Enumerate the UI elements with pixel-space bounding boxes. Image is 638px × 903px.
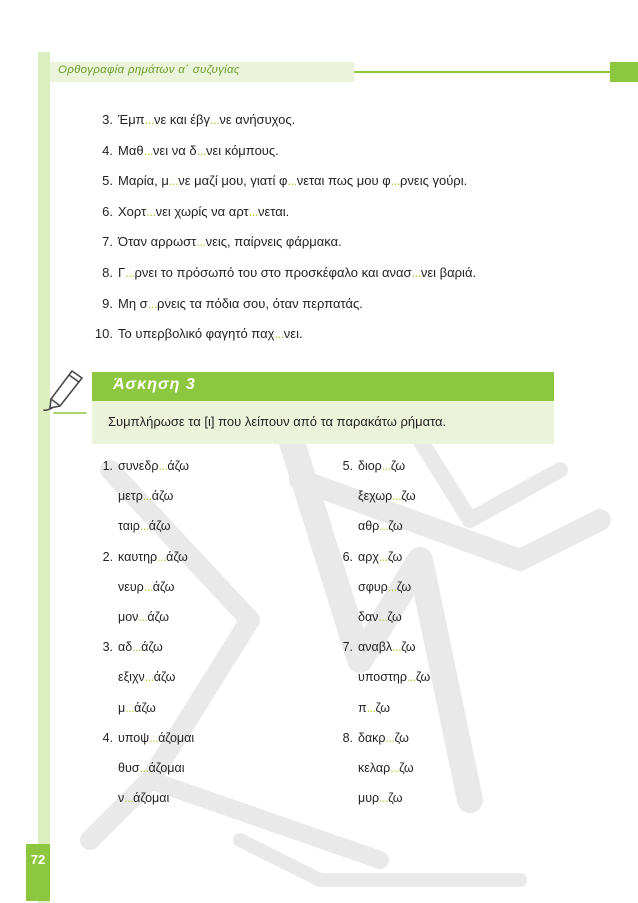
fill-in-blank: ...: [390, 173, 401, 189]
fill-in-blank: ...: [379, 791, 389, 806]
verb-row: [330, 519, 430, 549]
fill-in-blank: ...: [157, 549, 167, 564]
item-text: [118, 204, 289, 219]
text-fragment: δακρ: [358, 730, 386, 745]
text-fragment: νε ανήσυχος.: [219, 112, 296, 127]
sentence-row: [90, 326, 476, 357]
text-fragment: ζω: [415, 670, 431, 685]
item-number: [330, 791, 358, 821]
text-fragment: ζω: [388, 791, 403, 806]
item-text: [118, 580, 174, 610]
sentence-row: [90, 234, 476, 265]
item-number: 5.: [342, 459, 353, 473]
item-number: 6.: [342, 549, 353, 564]
sentence-row: [90, 112, 476, 143]
verb-row: [90, 791, 194, 821]
text-fragment: νεις, παίρνεις φάρμακα.: [205, 234, 342, 250]
sentence-row: [90, 265, 476, 296]
fill-in-blank: ...: [158, 459, 168, 473]
item-text: [118, 791, 169, 821]
text-fragment: αρχ: [358, 549, 379, 564]
item-text: [118, 296, 363, 311]
item-number: 8.: [342, 730, 353, 745]
text-fragment: ταιρ: [118, 519, 140, 534]
text-fragment: δαν: [358, 609, 379, 624]
text-fragment: άζω: [134, 700, 156, 715]
item-number: 5.: [102, 173, 113, 189]
text-fragment: ζω: [387, 549, 403, 564]
exercise3-instruction: Συμπλήρωσε τα [ι] που λείπουν από τα παρακάτω ρήματα.: [108, 414, 447, 429]
verb-row: [90, 701, 194, 731]
text-fragment: άζω: [166, 549, 188, 564]
text-fragment: άζω: [141, 640, 163, 655]
item-number: [90, 519, 118, 549]
fill-in-blank: ...: [168, 173, 179, 189]
text-fragment: αναβλ: [358, 640, 393, 655]
item-text: [358, 610, 402, 640]
verb-row: [330, 761, 430, 791]
text-fragment: άζω: [147, 609, 169, 624]
text-fragment: κελαρ: [358, 760, 391, 775]
text-fragment: ρνεις τα πόδια σου, όταν περπατάς.: [157, 295, 363, 311]
item-text: [118, 265, 476, 280]
text-fragment: Γ: [118, 264, 126, 280]
fill-in-blank: ...: [132, 640, 142, 655]
fill-in-blank: ...: [142, 489, 152, 504]
item-number: [90, 610, 118, 640]
item-text: [118, 550, 188, 580]
item-number: [330, 580, 358, 610]
text-fragment: νει να δ: [152, 142, 197, 158]
item-text: [358, 580, 411, 610]
item-text: [118, 761, 185, 791]
item-text: [358, 550, 402, 580]
item-number: 3.: [102, 640, 113, 655]
text-fragment: μυρ: [358, 791, 380, 806]
text-fragment: ζω: [394, 730, 409, 745]
fill-in-blank: ...: [248, 203, 259, 219]
verb-row: [90, 761, 194, 791]
item-number: 10.: [94, 326, 113, 342]
item-text: [358, 670, 430, 700]
item-text: [118, 640, 163, 670]
text-fragment: νει χωρίς να αρτ: [155, 203, 249, 219]
fill-in-blank: ...: [139, 760, 149, 775]
fill-in-blank: ...: [381, 459, 391, 473]
fill-in-blank: ...: [378, 609, 388, 624]
verb-row: [330, 670, 430, 700]
text-fragment: ζω: [399, 760, 414, 775]
text-fragment: ζω: [388, 519, 403, 534]
text-fragment: Μαθ: [118, 142, 144, 158]
item-text: [358, 791, 403, 821]
text-fragment: νεται.: [258, 203, 290, 219]
text-fragment: ζω: [375, 700, 390, 715]
text-fragment: θυσ: [118, 760, 140, 775]
text-fragment: νει.: [283, 326, 303, 342]
fill-in-blank: ...: [390, 760, 400, 775]
text-fragment: ζω: [387, 609, 402, 624]
item-number: 7.: [342, 640, 353, 655]
item-text: [358, 701, 390, 731]
text-fragment: Έμπ: [118, 112, 145, 127]
item-number: [330, 610, 358, 640]
exercise3-right-column: [330, 459, 430, 821]
text-fragment: άζομαι: [158, 730, 195, 745]
verb-row: [330, 550, 430, 580]
text-fragment: σφυρ: [358, 579, 388, 594]
verb-row: [330, 489, 430, 519]
exercise2-sentence-list: [90, 112, 476, 357]
text-fragment: αθρ: [358, 519, 380, 534]
header-corner-block: [610, 62, 638, 82]
item-text: [118, 326, 303, 341]
verb-row: [90, 489, 194, 519]
fill-in-blank: ...: [144, 670, 154, 685]
item-number: 4.: [102, 142, 113, 158]
text-fragment: άζω: [151, 489, 174, 504]
fill-in-blank: ...: [411, 264, 421, 280]
item-text: [118, 489, 173, 519]
item-text: [118, 731, 194, 761]
exercise3-left-column: [90, 459, 194, 821]
text-fragment: ν: [118, 791, 125, 806]
text-fragment: νει κόμπους.: [205, 142, 279, 158]
item-number: 1.: [102, 459, 113, 473]
left-margin-rail: [38, 52, 50, 903]
item-number: 2.: [102, 549, 113, 564]
fill-in-blank: ...: [196, 234, 206, 250]
item-text: [118, 459, 189, 489]
running-header-title: Ορθογραφία ρημάτων α΄ συζυγίας: [58, 64, 240, 76]
item-number: [90, 489, 118, 519]
page-number: 72: [26, 844, 50, 901]
fill-in-blank: ...: [387, 579, 397, 594]
text-fragment: ζω: [390, 459, 406, 473]
item-text: [118, 234, 342, 249]
text-fragment: ρνεις γούρι.: [400, 173, 468, 189]
text-fragment: ζω: [401, 640, 416, 655]
item-text: [358, 489, 416, 519]
text-fragment: π: [358, 700, 367, 715]
text-fragment: άζομαι: [148, 760, 185, 775]
text-fragment: αδ: [118, 640, 133, 655]
text-fragment: Μαρία, μ: [118, 173, 169, 189]
item-text: [358, 731, 409, 761]
verb-row: [90, 610, 194, 640]
fill-in-blank: ...: [146, 203, 156, 219]
fill-in-blank: ...: [366, 700, 376, 715]
sentence-row: [90, 296, 476, 327]
verb-row: [330, 610, 430, 640]
text-fragment: ξεχωρ: [358, 489, 393, 504]
item-number: 3.: [102, 112, 113, 127]
text-fragment: Χορτ: [118, 203, 147, 219]
exercise3-title: Άσκηση 3: [113, 376, 196, 393]
text-fragment: άζω: [167, 459, 190, 473]
text-fragment: νευρ: [118, 579, 144, 594]
verb-row: [90, 580, 194, 610]
sentence-row: [90, 143, 476, 174]
text-fragment: μ: [118, 700, 126, 715]
item-text: [358, 761, 414, 791]
fill-in-blank: ...: [138, 609, 148, 624]
item-number: 9.: [102, 295, 113, 311]
fill-in-blank: ...: [139, 519, 149, 534]
text-fragment: άζω: [153, 670, 176, 685]
fill-in-blank: ...: [274, 326, 284, 342]
verb-row: [90, 550, 194, 580]
item-text: [358, 519, 403, 549]
text-fragment: άζομαι: [133, 791, 170, 806]
sentence-row: [90, 204, 476, 235]
item-number: 6.: [102, 203, 113, 219]
item-text: [118, 670, 175, 700]
fill-in-blank: ...: [124, 791, 134, 806]
text-fragment: Όταν αρρωστ: [118, 234, 197, 250]
item-text: [118, 610, 169, 640]
pencil-icon: [42, 368, 90, 418]
text-fragment: ζω: [401, 489, 416, 504]
verb-row: [90, 519, 194, 549]
fill-in-blank: ...: [287, 173, 297, 189]
fill-in-blank: ...: [143, 142, 153, 158]
item-number: [90, 580, 118, 610]
verb-row: [330, 731, 430, 761]
text-fragment: Μη σ: [118, 295, 148, 311]
item-number: 4.: [102, 730, 113, 745]
fill-in-blank: ...: [406, 670, 416, 685]
fill-in-blank: ...: [385, 730, 395, 745]
fill-in-blank: ...: [143, 579, 153, 594]
text-fragment: νε και έβγ: [154, 112, 211, 127]
text-fragment: ζω: [396, 579, 412, 594]
fill-in-blank: ...: [379, 519, 389, 534]
fill-in-blank: ...: [144, 112, 154, 127]
item-number: [90, 670, 118, 700]
item-number: [330, 701, 358, 731]
text-fragment: υποστηρ: [358, 670, 407, 685]
fill-in-blank: ...: [196, 142, 206, 158]
text-fragment: νει βαριά.: [420, 264, 477, 280]
item-number: 8.: [102, 264, 113, 280]
text-fragment: άζω: [148, 519, 171, 534]
item-text: [118, 143, 279, 158]
item-text: [358, 640, 416, 670]
text-fragment: εξιχν: [118, 670, 145, 685]
verb-row: [90, 731, 194, 761]
sentence-row: [90, 173, 476, 204]
text-fragment: καυτηρ: [118, 549, 158, 564]
text-fragment: Το υπερβολικό φαγητό παχ: [118, 326, 275, 342]
item-number: [330, 519, 358, 549]
fill-in-blank: ...: [392, 640, 402, 655]
verb-row: [330, 701, 430, 731]
fill-in-blank: ...: [210, 112, 220, 127]
item-number: [90, 701, 118, 731]
fill-in-blank: ...: [125, 700, 135, 715]
item-number: [330, 489, 358, 519]
item-text: [358, 459, 405, 489]
item-text: [118, 173, 467, 188]
verb-row: [90, 640, 194, 670]
text-fragment: νεται πως μου φ: [296, 173, 391, 189]
verb-row: [330, 640, 430, 670]
verb-row: [330, 791, 430, 821]
fill-in-blank: ...: [125, 264, 135, 280]
text-fragment: συνεδρ: [118, 459, 159, 473]
text-fragment: υποψ: [118, 730, 150, 745]
text-fragment: νε μαζί μου, γιατί φ: [178, 173, 288, 189]
verb-row: [90, 459, 194, 489]
item-number: [330, 670, 358, 700]
text-fragment: μον: [118, 609, 139, 624]
item-number: 7.: [102, 234, 113, 250]
item-number: [330, 761, 358, 791]
text-fragment: ρνει το πρόσωπό του στο προσκέφαλο και ανασ: [134, 264, 412, 280]
fill-in-blank: ...: [378, 549, 388, 564]
verb-row: [90, 670, 194, 700]
item-text: [118, 519, 170, 549]
item-number: [90, 761, 118, 791]
verb-row: [330, 459, 430, 489]
text-fragment: άζω: [152, 579, 175, 594]
fill-in-blank: ...: [147, 295, 158, 311]
item-text: [118, 112, 295, 127]
item-text: [118, 701, 156, 731]
fill-in-blank: ...: [149, 730, 159, 745]
text-fragment: μετρ: [118, 489, 143, 504]
header-rule: [354, 71, 610, 73]
item-number: [90, 791, 118, 821]
fill-in-blank: ...: [392, 489, 402, 504]
verb-row: [330, 580, 430, 610]
text-fragment: διορ: [358, 459, 382, 473]
